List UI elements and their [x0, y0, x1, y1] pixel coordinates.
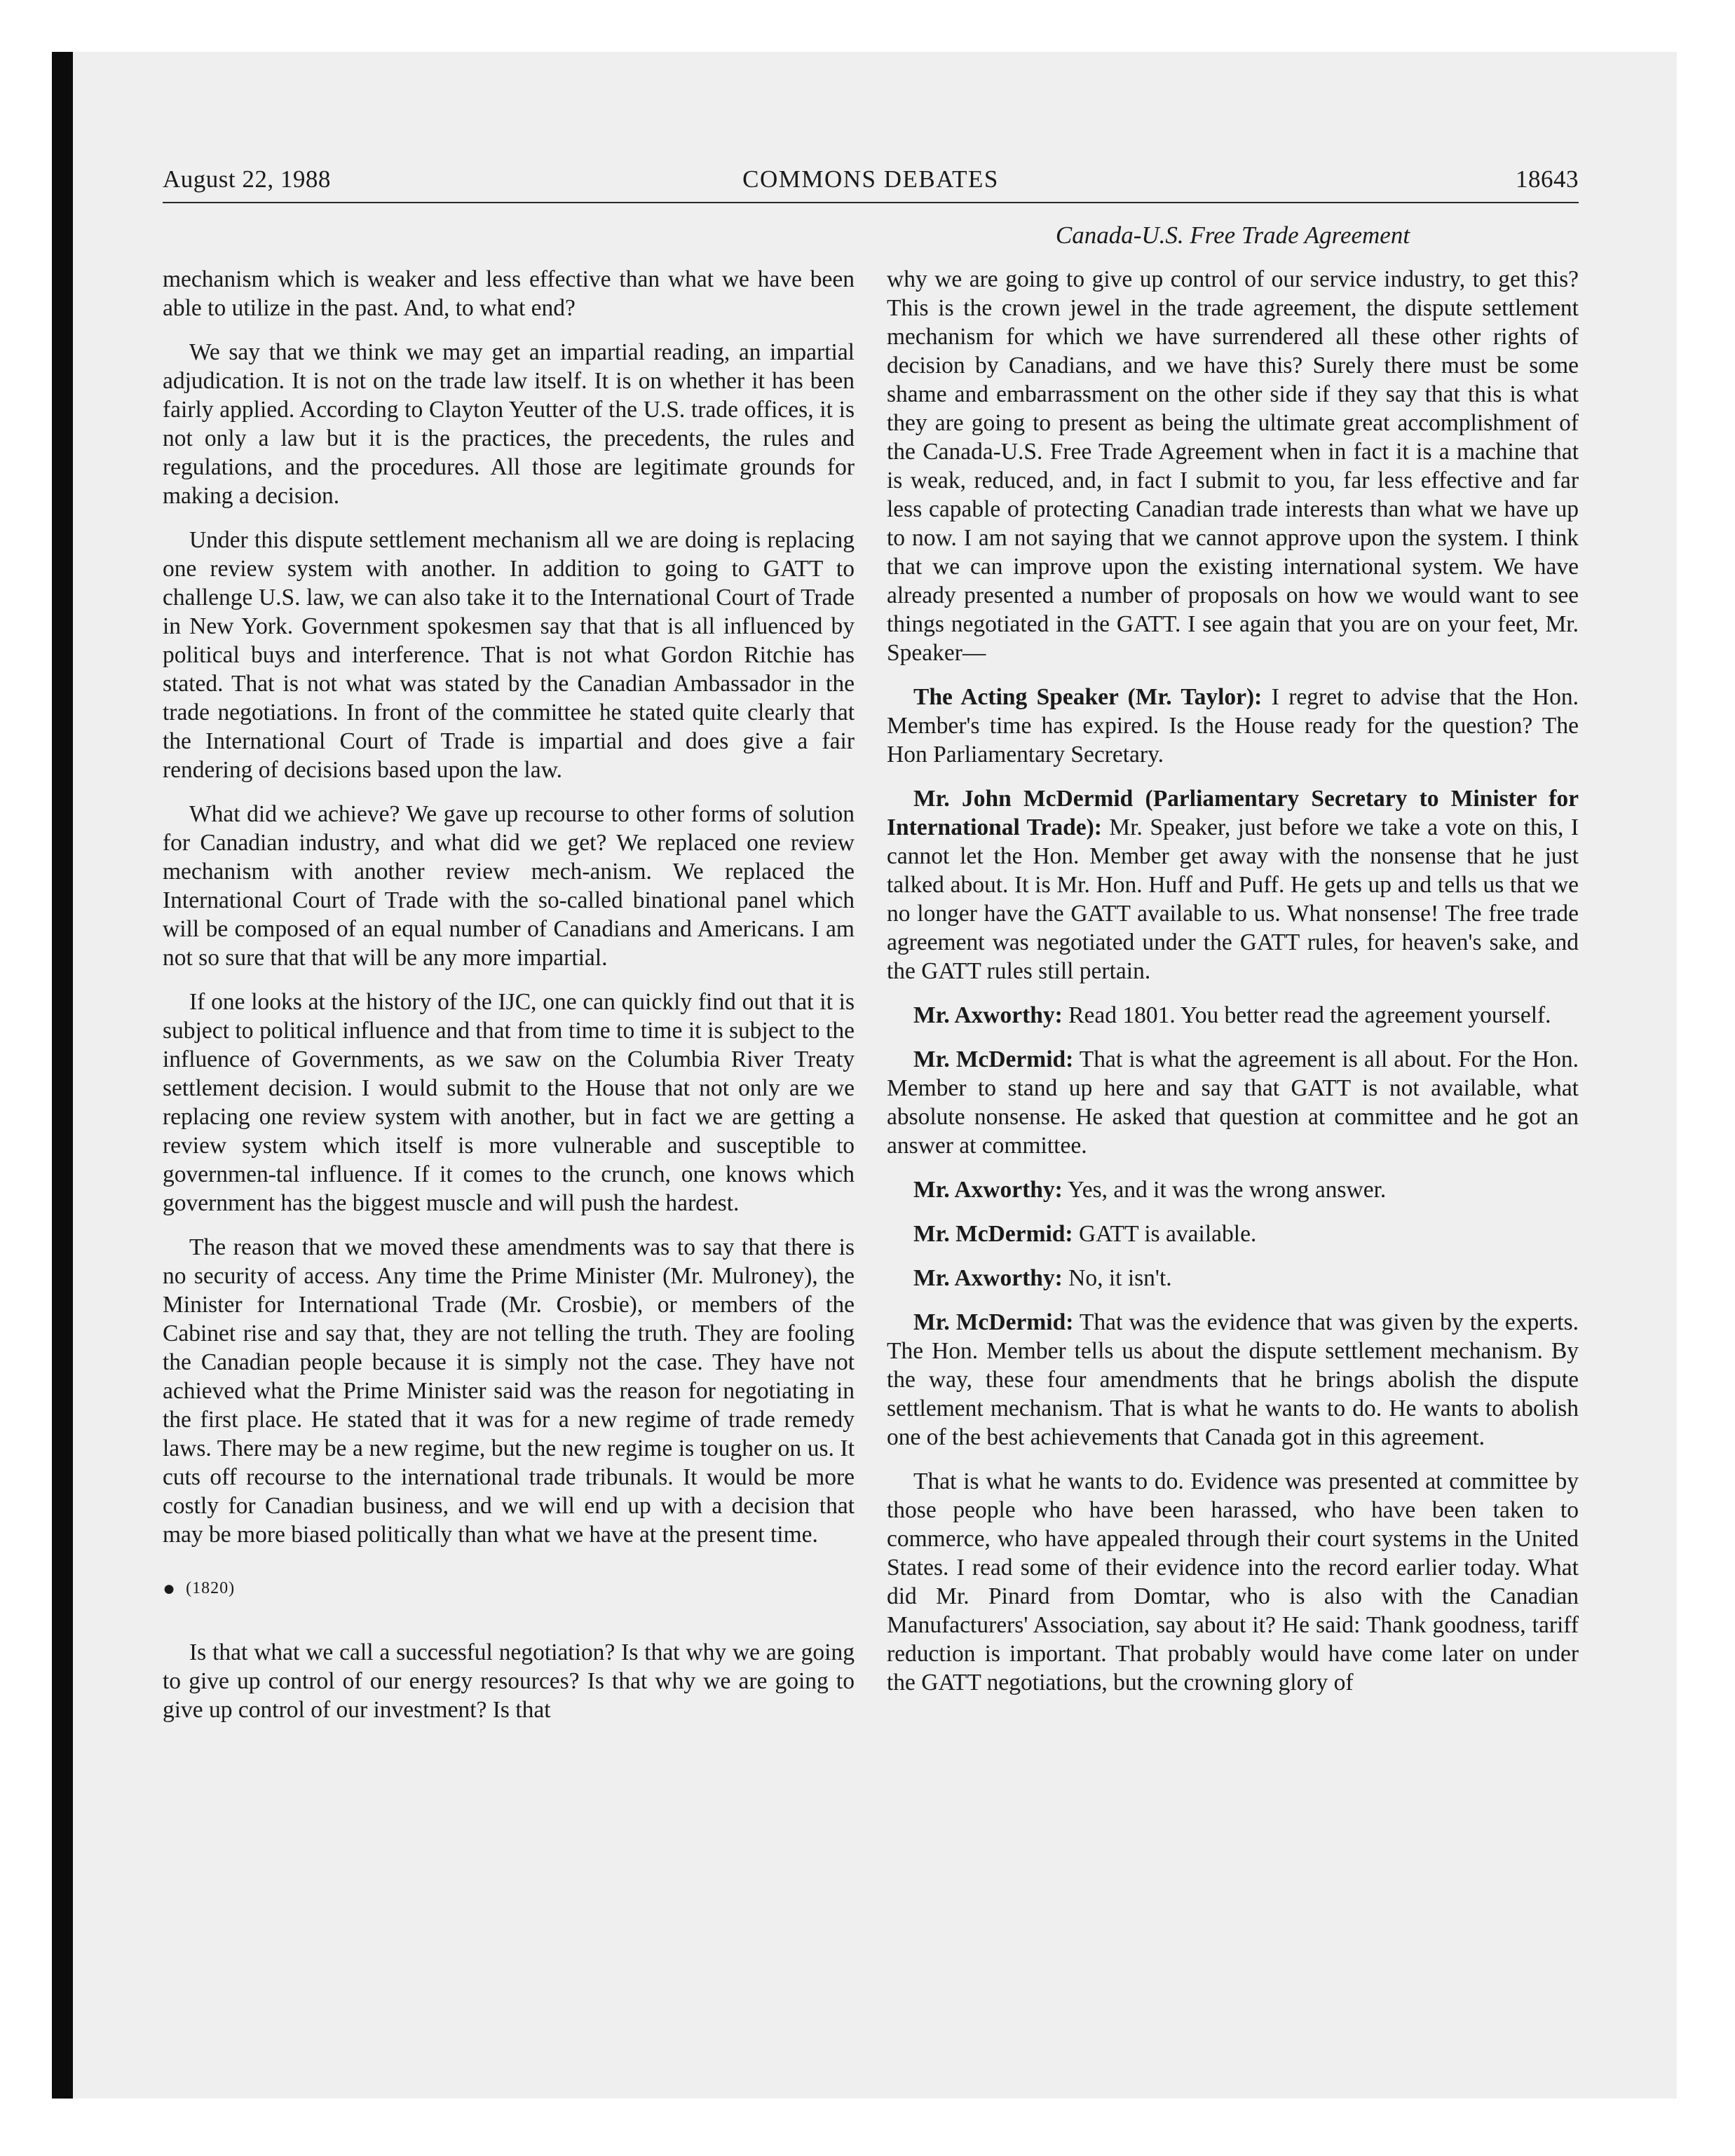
bullet-icon: ●: [163, 1576, 177, 1600]
speech: [887, 784, 1579, 985]
running-header: [163, 165, 1579, 203]
left-column: [163, 265, 855, 1740]
speech-text: GATT is available.: [1073, 1221, 1257, 1247]
speaker-name: Mr. Axworthy:: [913, 1265, 1063, 1291]
paragraph: why we are going to give up control of our service industry, to get this? This is the crown jewel in the trade agreement, the dispute settlement mechanism for which we have surrendered all these other rights of decision by Canadians, and we have this? Surely there must be some shame and embarrassment on the other side if they say that this is what they are going to present as being the ultimate great accomplishment of the Canada-U.S. Free Trade Agreement when in fact it is a machine that is weak, reduced, and, in fact I submit to you, far less effective and far less capable of protecting Canadian trade interests than what we have up to now. I am not saying that we cannot approve upon the system. I think that we can improve upon the existing international system. We have already presented a number of proposals on how we would want to see things negotiated in the GATT. I see again that you are on your feet, Mr. Speaker—: [887, 266, 1579, 666]
speaker-name: Mr. Axworthy:: [913, 1002, 1063, 1028]
right-column: [887, 265, 1579, 1712]
speech: [887, 1264, 1579, 1292]
speech: [887, 1308, 1579, 1452]
paragraph: Under this dispute settlement mechanism all we are doing is replacing one review system with another. In addition to going to GATT to challenge U.S. law, we can also take it to the International Court of Trade in New York. Government spokesmen say that that is all influenced by political buys and interference. That is not what Gordon Ritchie has stated. That is not what was stated by the Canadian Ambassador in the trade negotiations. In front of the committee he stated quite clearly that the International Court of Trade is impartial and does give a fair rendering of decisions based upon the law.: [163, 527, 855, 783]
binding-edge: [52, 52, 73, 2099]
speech-text: That was the evidence that was given by the experts. The Hon. Member tells us about the dispute settlement mechanism. By the way, these four amendments that he brings abolish the dispute settlement mechanism. That is what he wants to do. He wants to abolish one of the best achievements that Canada got in this agreement.: [887, 1309, 1579, 1450]
speaker-name: Mr. McDermid:: [913, 1221, 1073, 1247]
header-journal-title: COMMONS DEBATES: [742, 165, 999, 193]
speaker-name: The Acting Speaker (Mr. Taylor):: [913, 684, 1263, 710]
paragraph: mechanism which is weaker and less effective than what we have been able to utilize in the past. And, to what end?: [163, 266, 855, 321]
speaker-name: Mr. McDermid:: [913, 1309, 1074, 1335]
paragraph: What did we achieve? We gave up recourse to other forms of solution for Canadian industry, and what did we get? We replaced one review mechanism with another review mech-anism. We replaced the International Court of Trade with the so-called binational panel which will be composed of an equal number of Canadians and Americans. I am not so sure that that will be any more impartial.: [163, 801, 855, 971]
time-marker-text: (1820): [186, 1579, 236, 1597]
speech: [887, 683, 1579, 769]
time-marker: [163, 1574, 855, 1603]
paragraph: If one looks at the history of the IJC, one can quickly find out that it is subject to political influence and that from time to time it is subject to the influence of Governments, as we saw on the Columbia River Treaty settlement decision. I would submit to the House that not only are we replacing one review system with another, but in fact we are getting a review system which itself is more vulnerable and susceptible to governmen-tal influence. If it comes to the crunch, one knows which government has the biggest muscle and will push the hardest.: [163, 989, 855, 1216]
speaker-name: Mr. McDermid:: [913, 1046, 1074, 1072]
header-page-number: 18643: [1516, 165, 1579, 193]
speech-text: Mr. Speaker, just before we take a vote on this, I cannot let the Hon. Member get away with the nonsense that he just talked about. It is Mr. Hon. Huff and Puff. He gets up and tells us that we no longer have the GATT available to us. What nonsense! The free trade agreement was negotiated under the GATT rules, for heaven's sake, and the GATT rules still pertain.: [887, 814, 1579, 984]
debate-subject-heading: Canada-U.S. Free Trade Agreement: [1055, 221, 1410, 249]
speech: [887, 1175, 1579, 1204]
speech-text: That is what the agreement is all about. For the Hon. Member to stand up here and say that GATT is not available, what absolute nonsense. He asked that question at committee and he got an answer at committee.: [887, 1046, 1579, 1159]
paragraph: We say that we think we may get an impartial reading, an impartial adjudication. It is not on the trade law itself. It is on whether it has been fairly applied. According to Clayton Yeutter of the U.S. trade offices, it is not only a law but it is the practices, the precedents, the rules and regulations, and the procedures. All those are legitimate grounds for making a decision.: [163, 339, 855, 509]
speech: [887, 1001, 1579, 1030]
speech-text: Read 1801. You better read the agreement yourself.: [1062, 1002, 1551, 1028]
paragraph: That is what he wants to do. Evidence was presented at committee by those people who have been harassed, who have been taken to commerce, who have appealed through their court systems in the United States. I read some of their evidence into the record earlier today. What did Mr. Pinard from Domtar, who is also with the Canadian Manufacturers' Association, say about it? He said: Thank goodness, tariff reduction is important. That probably would have come later on under the GATT negotiations, but the crowning glory of: [887, 1468, 1579, 1696]
paragraph: Is that what we call a successful negotiation? Is that why we are going to give up control of our energy resources? Is that why we are going to give up control of our investment? Is that: [163, 1639, 855, 1723]
speaker-name: Mr. John McDermid (Parliamentary Secretary to Minister for International Trade):: [887, 786, 1579, 840]
header-date: August 22, 1988: [163, 165, 331, 193]
speech: [887, 1045, 1579, 1160]
paragraph: The reason that we moved these amendments was to say that there is no security of access. Any time the Prime Minister (Mr. Mulroney), the Minister for International Trade (Mr. Crosbie), or members of the Cabinet rise and say that, they are not telling the truth. They are fooling the Canadian people because it is simply not the case. They have not achieved what the Prime Minister said was the reason for negotiating in the first place. He stated that it was for a new regime of trade remedy laws. There may be a new regime, but the new regime is tougher on us. It cuts off recourse to the international trade tribunals. It would be more costly for Canadian business, and we will end up with a decision that may be more biased politically than what we have at the present time.: [163, 1234, 855, 1548]
speech-text: Yes, and it was the wrong answer.: [1062, 1177, 1387, 1203]
speech-text: I regret to advise that the Hon. Member's time has expired. Is the House ready for the question? The Hon Parliamentary Secretary.: [887, 684, 1579, 767]
speaker-name: Mr. Axworthy:: [913, 1177, 1063, 1203]
speech: [887, 1220, 1579, 1248]
speech-text: No, it isn't.: [1062, 1265, 1172, 1291]
